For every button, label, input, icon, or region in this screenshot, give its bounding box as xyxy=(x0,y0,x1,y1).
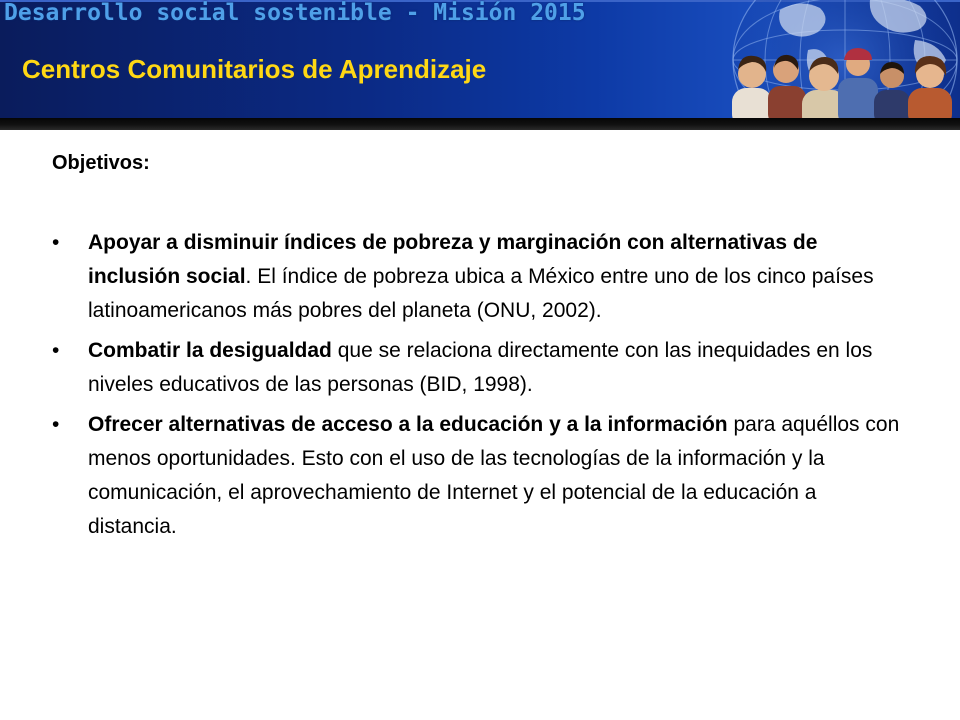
slide-content xyxy=(52,148,912,550)
bullet-bold-text: Combatir la desigualdad xyxy=(88,339,332,362)
list-item xyxy=(52,226,902,328)
bullet-text: que se relaciona directamente con las inequidades en los niveles educativos de las personas (BID, 1998). xyxy=(88,339,873,396)
bullet-text: . El índice de pobreza ubica a México entre uno de los cinco países latinoamericanos más pobres del planeta (ONU, 2002). xyxy=(88,265,874,322)
list-item xyxy=(52,334,902,402)
banner-shadow-bar xyxy=(0,118,960,130)
slide-title: Centros Comunitarios de Aprendizaje xyxy=(22,54,487,84)
objectives-heading: Objetivos: xyxy=(52,152,150,174)
bullet-icon: • xyxy=(52,231,60,254)
bullet-icon: • xyxy=(52,413,60,436)
list-item xyxy=(52,408,902,544)
bullet-bold-text: Apoyar a disminuir índices de pobreza y marginación con alternativas de inclusión social xyxy=(88,231,818,288)
mission-title: Desarrollo social sostenible - Misión 2015 xyxy=(4,0,586,26)
header-banner xyxy=(0,0,960,118)
bullet-icon: • xyxy=(52,339,60,362)
bullet-bold-text: Ofrecer alternativas de acceso a la educación y a la información xyxy=(88,413,728,436)
objectives-list xyxy=(52,226,912,544)
people-photo-icon xyxy=(728,40,960,118)
bullet-text: para aquéllos con menos oportunidades. Esto con el uso de las tecnologías de la información y la comunicación, el aprovechamiento de Internet y el potencial de la educación a distancia. xyxy=(88,413,900,538)
